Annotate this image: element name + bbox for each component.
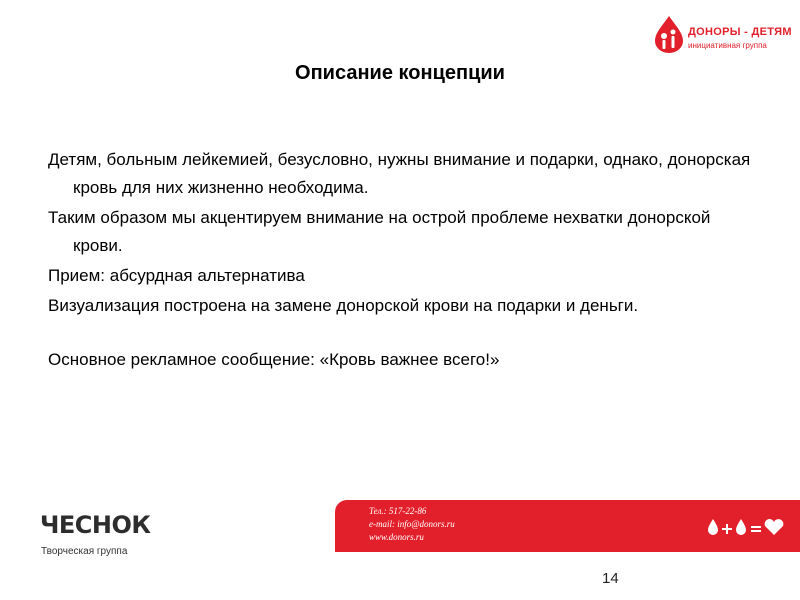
chesnok-logo — [40, 511, 170, 561]
paragraph-focus: Таким образом мы акцентируем внимание на острой проблеме нехватки донорской крови. — [48, 208, 711, 255]
agency-caption: Творческая группа — [41, 546, 128, 557]
paragraph-key-message: Основное рекламное сообщение: «Кровь важнее всего!» — [48, 350, 500, 369]
logo-brand: ДОНОРЫ - ДЕТЯМ — [688, 26, 792, 38]
paragraph-visualization: Визуализация построена на замене донорской крови на подарки и деньги. — [48, 296, 639, 315]
drop-plus-drop-equals-heart-icon — [707, 517, 797, 537]
page-number: 14 — [602, 570, 619, 587]
slide-body — [48, 146, 758, 376]
contact-email: e-mail: info@donors.ru — [369, 519, 455, 529]
contact-phone: Тел.: 517-22-86 — [369, 506, 427, 516]
chesnok-wordmark: ЧЕСНОК — [40, 511, 151, 539]
slide-title: Описание концепции — [295, 62, 505, 84]
logo-subtitle: инициативная группа — [688, 41, 767, 50]
paragraph-technique: Прием: абсурдная альтернатива — [48, 266, 305, 285]
paragraph-context: Детям, больным лейкемией, безусловно, нужны внимание и подарки, однако, донорская кровь для них жизненно необходима. — [48, 150, 751, 197]
contact-website: www.donors.ru — [369, 532, 424, 542]
donors-children-logo — [652, 14, 792, 54]
contact-banner — [335, 500, 800, 552]
contact-info — [369, 505, 455, 544]
blood-drop-child-icon — [652, 14, 686, 54]
